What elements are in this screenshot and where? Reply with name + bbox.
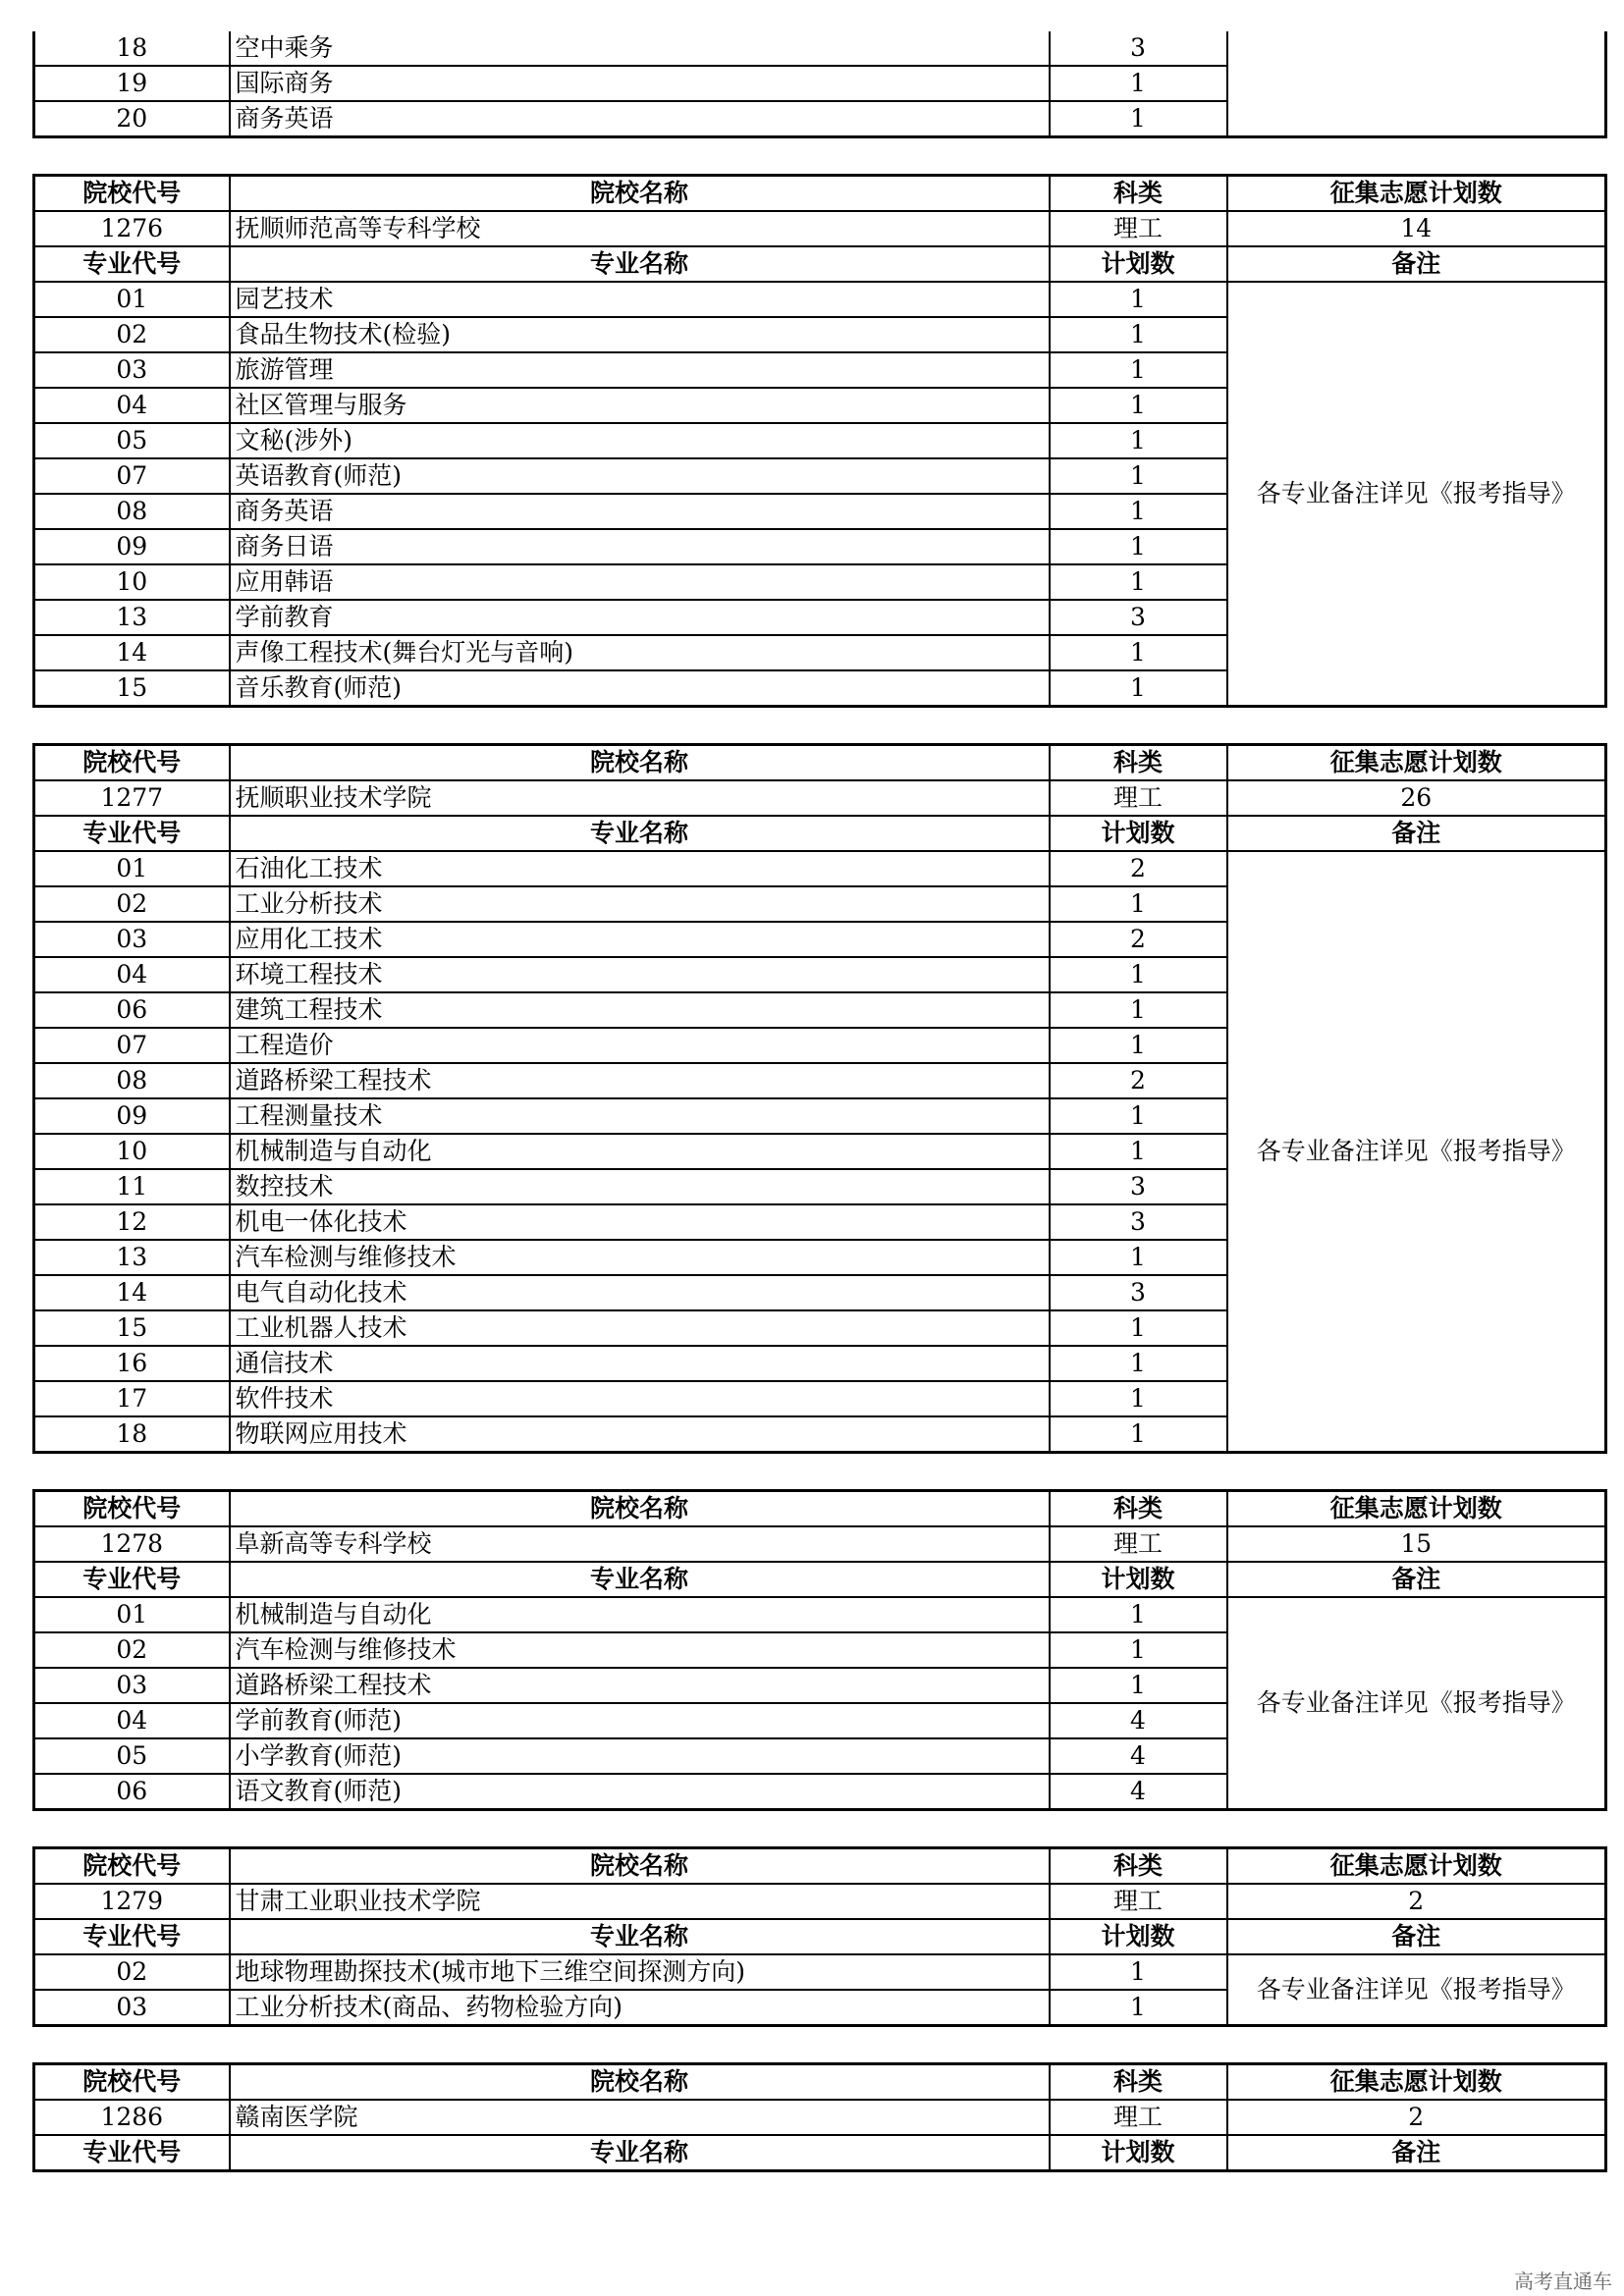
major-code: 18 [34, 31, 230, 66]
major-code: 14 [34, 1275, 230, 1310]
major-code: 15 [34, 1310, 230, 1346]
table-row [34, 1597, 1606, 1632]
header-plan: 计划数 [1050, 816, 1227, 851]
header-remark: 备注 [1227, 2135, 1606, 2171]
major-code: 03 [34, 352, 230, 388]
major-code: 02 [34, 1632, 230, 1668]
major-name: 数控技术 [230, 1169, 1050, 1204]
header-major-code: 专业代号 [34, 816, 230, 851]
major-code: 14 [34, 635, 230, 670]
school-code: 1277 [34, 780, 230, 816]
continued-block-table [32, 31, 1607, 138]
major-plan: 1 [1050, 529, 1227, 564]
school-code: 1279 [34, 1884, 230, 1919]
major-plan: 4 [1050, 1774, 1227, 1810]
major-code: 01 [34, 282, 230, 317]
table-row [34, 31, 1606, 66]
major-name: 机械制造与自动化 [230, 1134, 1050, 1169]
major-code: 10 [34, 1134, 230, 1169]
major-name: 建筑工程技术 [230, 992, 1050, 1028]
major-code: 03 [34, 1990, 230, 2026]
major-plan: 2 [1050, 1063, 1227, 1098]
major-code: 12 [34, 1204, 230, 1240]
major-name: 空中乘务 [230, 31, 1050, 66]
school-block-table [32, 1489, 1607, 1811]
major-name: 社区管理与服务 [230, 388, 1050, 423]
remark-cell: 各专业备注详见《报考指导》 [1227, 282, 1606, 707]
header-major-name: 专业名称 [230, 2135, 1050, 2171]
table-row [34, 282, 1606, 317]
major-plan: 4 [1050, 1738, 1227, 1774]
major-plan: 2 [1050, 851, 1227, 886]
school-plan-total: 15 [1227, 1526, 1606, 1562]
header-plan: 计划数 [1050, 1562, 1227, 1597]
major-plan: 1 [1050, 957, 1227, 992]
school-name: 赣南医学院 [230, 2100, 1050, 2135]
header-plan-total: 征集志愿计划数 [1227, 176, 1606, 212]
major-name: 小学教育(师范) [230, 1738, 1050, 1774]
major-code: 20 [34, 101, 230, 137]
major-code: 04 [34, 957, 230, 992]
school-info-row [34, 780, 1606, 816]
header-school-name: 院校名称 [230, 1848, 1050, 1885]
major-plan: 1 [1050, 317, 1227, 352]
school-category: 理工 [1050, 211, 1227, 246]
header-remark: 备注 [1227, 1562, 1606, 1597]
major-plan: 1 [1050, 1098, 1227, 1134]
header-major-code: 专业代号 [34, 246, 230, 282]
major-name: 道路桥梁工程技术 [230, 1063, 1050, 1098]
major-code: 06 [34, 992, 230, 1028]
major-plan: 3 [1050, 1169, 1227, 1204]
major-name: 通信技术 [230, 1346, 1050, 1381]
header-category: 科类 [1050, 176, 1227, 212]
remark-cell: 各专业备注详见《报考指导》 [1227, 1597, 1606, 1810]
header-plan: 计划数 [1050, 1919, 1227, 1954]
major-code: 15 [34, 670, 230, 707]
major-plan: 1 [1050, 1990, 1227, 2026]
header-plan: 计划数 [1050, 2135, 1227, 2171]
header-major-name: 专业名称 [230, 816, 1050, 851]
major-name: 文秘(涉外) [230, 423, 1050, 458]
header-major-code: 专业代号 [34, 1919, 230, 1954]
school-header-row [34, 2064, 1606, 2101]
major-name: 工业机器人技术 [230, 1310, 1050, 1346]
major-plan: 1 [1050, 1416, 1227, 1453]
major-header-row [34, 1562, 1606, 1597]
major-plan: 3 [1050, 1204, 1227, 1240]
major-plan: 2 [1050, 922, 1227, 957]
major-code: 09 [34, 1098, 230, 1134]
school-header-row [34, 176, 1606, 212]
major-plan: 4 [1050, 1703, 1227, 1738]
major-name: 工业分析技术 [230, 886, 1050, 922]
enrollment-plan-sheet [32, 31, 1604, 2172]
major-plan: 1 [1050, 1310, 1227, 1346]
remark-cell [1227, 31, 1606, 137]
school-block-table [32, 174, 1607, 708]
major-name: 软件技术 [230, 1381, 1050, 1416]
header-school-code: 院校代号 [34, 1848, 230, 1885]
major-code: 17 [34, 1381, 230, 1416]
major-code: 06 [34, 1774, 230, 1810]
major-name: 工程造价 [230, 1028, 1050, 1063]
major-code: 13 [34, 1240, 230, 1275]
block-gap [32, 1454, 1604, 1489]
header-category: 科类 [1050, 1848, 1227, 1885]
school-block-table [32, 2062, 1607, 2172]
school-blocks [32, 138, 1604, 2172]
header-plan-total: 征集志愿计划数 [1227, 745, 1606, 781]
major-plan: 3 [1050, 1275, 1227, 1310]
major-header-row [34, 2135, 1606, 2171]
major-plan: 1 [1050, 886, 1227, 922]
major-name: 机电一体化技术 [230, 1204, 1050, 1240]
major-name: 电气自动化技术 [230, 1275, 1050, 1310]
major-name: 国际商务 [230, 66, 1050, 101]
major-header-row [34, 816, 1606, 851]
header-major-name: 专业名称 [230, 1919, 1050, 1954]
major-name: 石油化工技术 [230, 851, 1050, 886]
header-plan-total: 征集志愿计划数 [1227, 1848, 1606, 1885]
major-name: 工程测量技术 [230, 1098, 1050, 1134]
school-code: 1286 [34, 2100, 230, 2135]
school-name: 阜新高等专科学校 [230, 1526, 1050, 1562]
major-name: 应用化工技术 [230, 922, 1050, 957]
major-name: 食品生物技术(检验) [230, 317, 1050, 352]
major-plan: 1 [1050, 388, 1227, 423]
major-code: 07 [34, 1028, 230, 1063]
block-gap [32, 1811, 1604, 1846]
major-plan: 1 [1050, 670, 1227, 707]
school-code: 1278 [34, 1526, 230, 1562]
block-gap [32, 708, 1604, 743]
major-code: 13 [34, 600, 230, 635]
table-row [34, 851, 1606, 886]
major-code: 05 [34, 423, 230, 458]
school-plan-total: 2 [1227, 2100, 1606, 2135]
remark-cell: 各专业备注详见《报考指导》 [1227, 1954, 1606, 2026]
major-plan: 3 [1050, 31, 1227, 66]
remark-cell: 各专业备注详见《报考指导》 [1227, 851, 1606, 1453]
major-plan: 1 [1050, 1134, 1227, 1169]
major-plan: 1 [1050, 1381, 1227, 1416]
header-plan-total: 征集志愿计划数 [1227, 2064, 1606, 2101]
major-code: 01 [34, 851, 230, 886]
major-plan: 1 [1050, 1668, 1227, 1703]
header-major-name: 专业名称 [230, 1562, 1050, 1597]
school-info-row [34, 2100, 1606, 2135]
major-name: 地球物理勘探技术(城市地下三维空间探测方向) [230, 1954, 1050, 1990]
major-name: 工业分析技术(商品、药物检验方向) [230, 1990, 1050, 2026]
school-plan-total: 2 [1227, 1884, 1606, 1919]
major-name: 语文教育(师范) [230, 1774, 1050, 1810]
school-category: 理工 [1050, 780, 1227, 816]
school-name: 抚顺师范高等专科学校 [230, 211, 1050, 246]
major-header-row [34, 246, 1606, 282]
major-plan: 1 [1050, 992, 1227, 1028]
school-plan-total: 14 [1227, 211, 1606, 246]
major-plan: 1 [1050, 66, 1227, 101]
major-plan: 1 [1050, 1597, 1227, 1632]
major-plan: 1 [1050, 635, 1227, 670]
header-major-name: 专业名称 [230, 246, 1050, 282]
school-category: 理工 [1050, 1884, 1227, 1919]
header-school-name: 院校名称 [230, 176, 1050, 212]
major-name: 英语教育(师范) [230, 458, 1050, 494]
major-name: 声像工程技术(舞台灯光与音响) [230, 635, 1050, 670]
major-name: 道路桥梁工程技术 [230, 1668, 1050, 1703]
header-plan-total: 征集志愿计划数 [1227, 1491, 1606, 1527]
major-code: 04 [34, 1703, 230, 1738]
header-school-code: 院校代号 [34, 1491, 230, 1527]
major-name: 汽车检测与维修技术 [230, 1632, 1050, 1668]
major-code: 09 [34, 529, 230, 564]
school-category: 理工 [1050, 2100, 1227, 2135]
major-code: 03 [34, 922, 230, 957]
school-header-row [34, 745, 1606, 781]
header-school-code: 院校代号 [34, 745, 230, 781]
header-remark: 备注 [1227, 1919, 1606, 1954]
header-category: 科类 [1050, 2064, 1227, 2101]
major-plan: 1 [1050, 101, 1227, 137]
table-row [34, 1954, 1606, 1990]
major-code: 05 [34, 1738, 230, 1774]
major-code: 08 [34, 494, 230, 529]
header-remark: 备注 [1227, 816, 1606, 851]
major-plan: 1 [1050, 1954, 1227, 1990]
major-code: 16 [34, 1346, 230, 1381]
major-code: 07 [34, 458, 230, 494]
header-school-name: 院校名称 [230, 2064, 1050, 2101]
major-code: 11 [34, 1169, 230, 1204]
major-code: 02 [34, 886, 230, 922]
major-name: 学前教育 [230, 600, 1050, 635]
major-name: 环境工程技术 [230, 957, 1050, 992]
major-name: 商务英语 [230, 101, 1050, 137]
major-plan: 1 [1050, 564, 1227, 600]
header-plan: 计划数 [1050, 246, 1227, 282]
major-plan: 1 [1050, 1240, 1227, 1275]
major-name: 商务日语 [230, 529, 1050, 564]
header-category: 科类 [1050, 1491, 1227, 1527]
major-plan: 1 [1050, 352, 1227, 388]
school-info-row [34, 211, 1606, 246]
header-major-code: 专业代号 [34, 2135, 230, 2171]
header-category: 科类 [1050, 745, 1227, 781]
major-code: 08 [34, 1063, 230, 1098]
major-plan: 1 [1050, 1346, 1227, 1381]
school-category: 理工 [1050, 1526, 1227, 1562]
major-code: 02 [34, 317, 230, 352]
watermark: 高考直通车 [1514, 2269, 1612, 2293]
major-plan: 3 [1050, 600, 1227, 635]
major-code: 19 [34, 66, 230, 101]
school-info-row [34, 1526, 1606, 1562]
major-code: 02 [34, 1954, 230, 1990]
major-name: 园艺技术 [230, 282, 1050, 317]
major-code: 10 [34, 564, 230, 600]
major-name: 机械制造与自动化 [230, 1597, 1050, 1632]
major-plan: 1 [1050, 1632, 1227, 1668]
major-name: 物联网应用技术 [230, 1416, 1050, 1453]
school-info-row [34, 1884, 1606, 1919]
major-header-row [34, 1919, 1606, 1954]
school-name: 抚顺职业技术学院 [230, 780, 1050, 816]
header-school-code: 院校代号 [34, 176, 230, 212]
major-code: 03 [34, 1668, 230, 1703]
major-code: 18 [34, 1416, 230, 1453]
major-name: 音乐教育(师范) [230, 670, 1050, 707]
major-code: 01 [34, 1597, 230, 1632]
school-header-row [34, 1848, 1606, 1885]
major-name: 商务英语 [230, 494, 1050, 529]
header-school-code: 院校代号 [34, 2064, 230, 2101]
major-code: 04 [34, 388, 230, 423]
major-plan: 1 [1050, 282, 1227, 317]
major-name: 旅游管理 [230, 352, 1050, 388]
school-block-table [32, 1846, 1607, 2027]
school-block-table [32, 743, 1607, 1454]
school-code: 1276 [34, 211, 230, 246]
header-school-name: 院校名称 [230, 1491, 1050, 1527]
major-name: 汽车检测与维修技术 [230, 1240, 1050, 1275]
major-plan: 1 [1050, 458, 1227, 494]
block-gap [32, 138, 1604, 174]
school-name: 甘肃工业职业技术学院 [230, 1884, 1050, 1919]
major-name: 应用韩语 [230, 564, 1050, 600]
header-major-code: 专业代号 [34, 1562, 230, 1597]
header-remark: 备注 [1227, 246, 1606, 282]
major-plan: 1 [1050, 494, 1227, 529]
major-name: 学前教育(师范) [230, 1703, 1050, 1738]
major-plan: 1 [1050, 423, 1227, 458]
header-school-name: 院校名称 [230, 745, 1050, 781]
block-gap [32, 2027, 1604, 2062]
major-plan: 1 [1050, 1028, 1227, 1063]
school-header-row [34, 1491, 1606, 1527]
school-plan-total: 26 [1227, 780, 1606, 816]
